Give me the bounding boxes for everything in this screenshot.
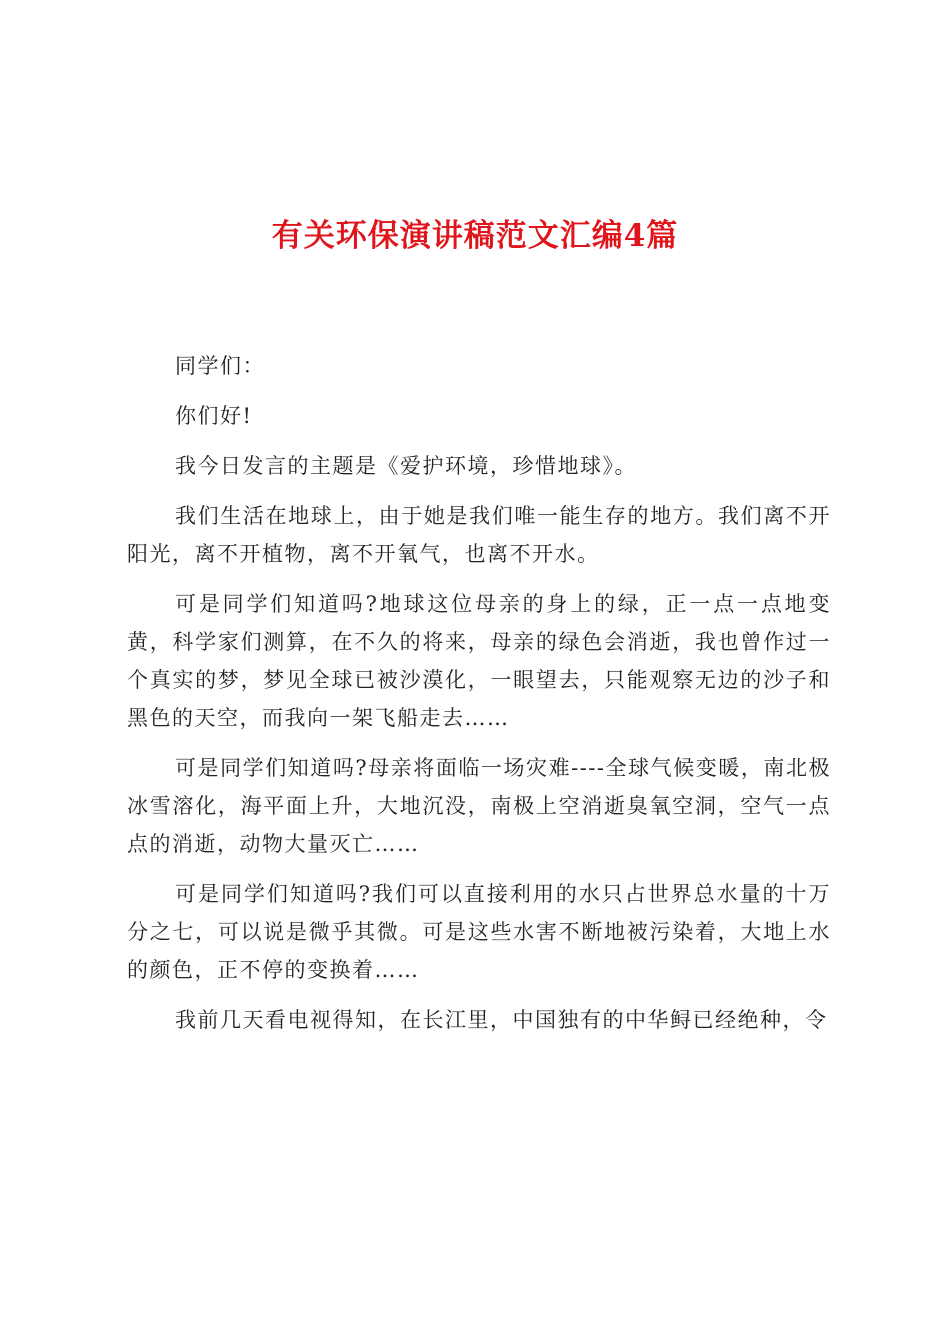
paragraph-earth-home: 我们生活在地球上，由于她是我们唯一能生存的地方。我们离不开阳光，离不开植物，离不开氧气，也离不开水。	[127, 504, 831, 566]
paragraph-greeting: 同学们：	[175, 354, 265, 378]
document-title: 有关环保演讲稿范文汇编4篇	[271, 218, 679, 254]
paragraph-climate: 可是同学们知道吗?母亲将面临一场灾难----全球气候变暖，南北极冰雪溶化，海平面上升，大地沉没，南极上空消逝臭氧空洞，空气一点点的消逝，动物大量灭亡……	[127, 756, 831, 856]
paragraph-topic: 我今日发言的主题是《爱护环境，珍惜地球》。	[175, 454, 637, 478]
document-body	[127, 347, 831, 1051]
paragraph-water: 可是同学们知道吗?我们可以直接利用的水只占世界总水量的十万分之七，可以说是微乎其微。可是这些水害不断地被污染着，大地上水的颜色，正不停的变换着……	[127, 882, 831, 982]
paragraph-sturgeon: 我前几天看电视得知，在长江里，中国独有的中华鲟已经绝种，令	[175, 1008, 828, 1032]
paragraph-hello: 你们好!	[175, 404, 253, 428]
paragraph-desertification: 可是同学们知道吗?地球这位母亲的身上的绿，正一点一点地变黄，科学家们测算，在不久的将来，母亲的绿色会消逝，我也曾作过一个真实的梦，梦见全球已被沙漠化，一眼望去，只能观察无边的沙子和黑色的天空，而我向一架飞船走去……	[127, 592, 831, 730]
